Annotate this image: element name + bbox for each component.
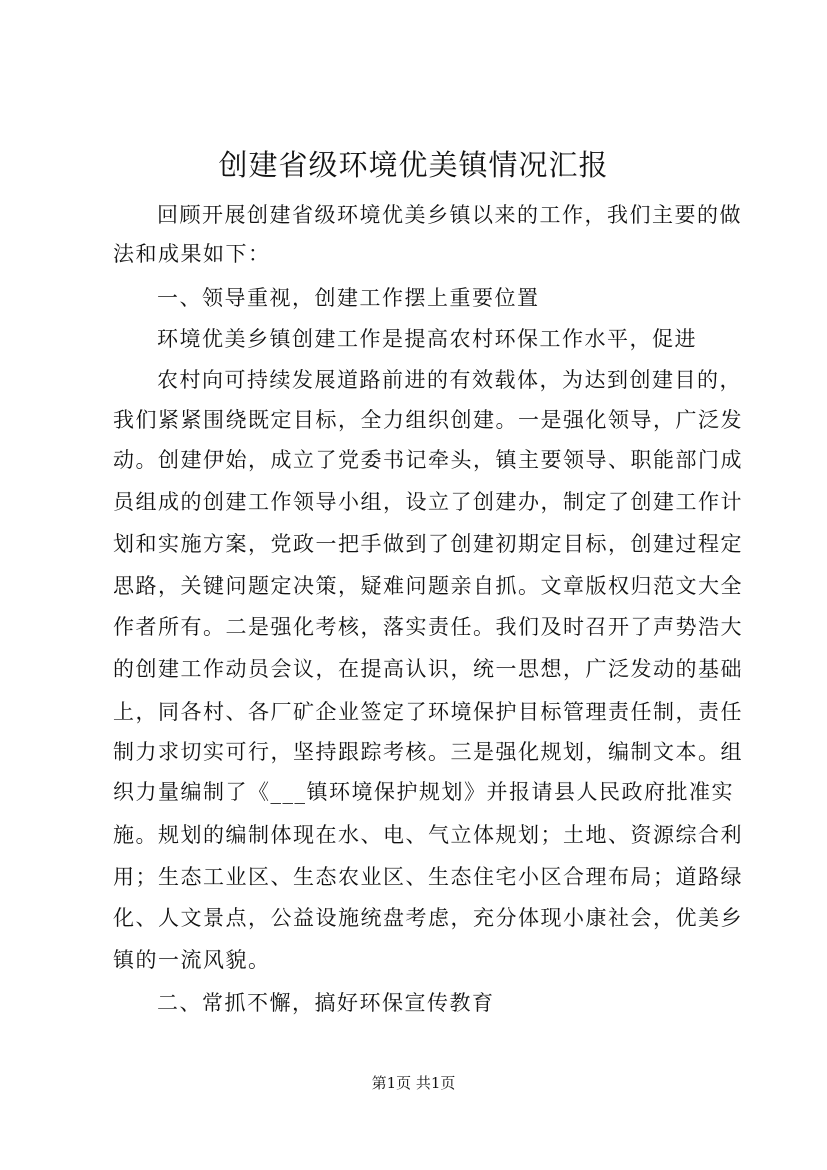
body-line: 回顾开展创建省级环境优美乡镇以来的工作，我们主要的做: [157, 203, 742, 227]
body-line: 作者所有。二是强化考核，落实责任。我们及时召开了声势浩大: [113, 615, 743, 639]
body-line: 的创建工作动员会议，在提高认识，统一思想，广泛发动的基础: [113, 657, 743, 681]
body-line: 镇的一流风貌。: [113, 948, 271, 972]
body-line: 思路，关键问题定决策，疑难问题亲自抓。文章版权归范文大全: [113, 574, 743, 598]
body-line: 织力量编制了《___镇环境保护规划》并报请县人民政府批准实: [113, 780, 734, 804]
body-line: 环境优美乡镇创建工作是提高农村环保工作水平，促进: [157, 327, 697, 351]
body-line: 划和实施方案，党政一把手做到了创建初期定目标，创建过程定: [113, 532, 743, 556]
body-line: 化、人文景点，公益设施统盘考虑，充分体现小康社会，优美乡: [113, 906, 743, 930]
section-heading-2: 二、常抓不懈，搞好环保宣传教育: [157, 991, 495, 1015]
body-line: 法和成果如下：: [113, 242, 271, 266]
body-line: 员组成的创建工作领导小组，设立了创建办，制定了创建工作计: [113, 490, 743, 514]
body-line: 农村向可持续发展道路前进的有效载体，为达到创建目的，: [157, 368, 742, 392]
body-line: 施。规划的编制体现在水、电、气立体规划；土地、资源综合利: [113, 823, 743, 847]
document-title: 创建省级环境优美镇情况汇报: [218, 148, 609, 182]
body-line: 上，同各村、各厂矿企业签定了环境保护目标管理责任制，责任: [113, 700, 743, 724]
body-line: 用；生态工业区、生态农业区、生态住宅小区合理布局；道路绿: [113, 865, 743, 889]
body-line: 动。创建伊始，成立了党委书记牵头，镇主要领导、职能部门成: [113, 448, 743, 472]
body-line: 我们紧紧围绕既定目标，全力组织创建。一是强化领导，广泛发: [113, 408, 743, 432]
page-footer: 第1页 共1页: [371, 1074, 456, 1092]
section-heading-1: 一、领导重视，创建工作摆上重要位置: [157, 286, 540, 310]
body-line: 制力求切实可行，坚持跟踪考核。三是强化规划，编制文本。组: [113, 740, 743, 764]
